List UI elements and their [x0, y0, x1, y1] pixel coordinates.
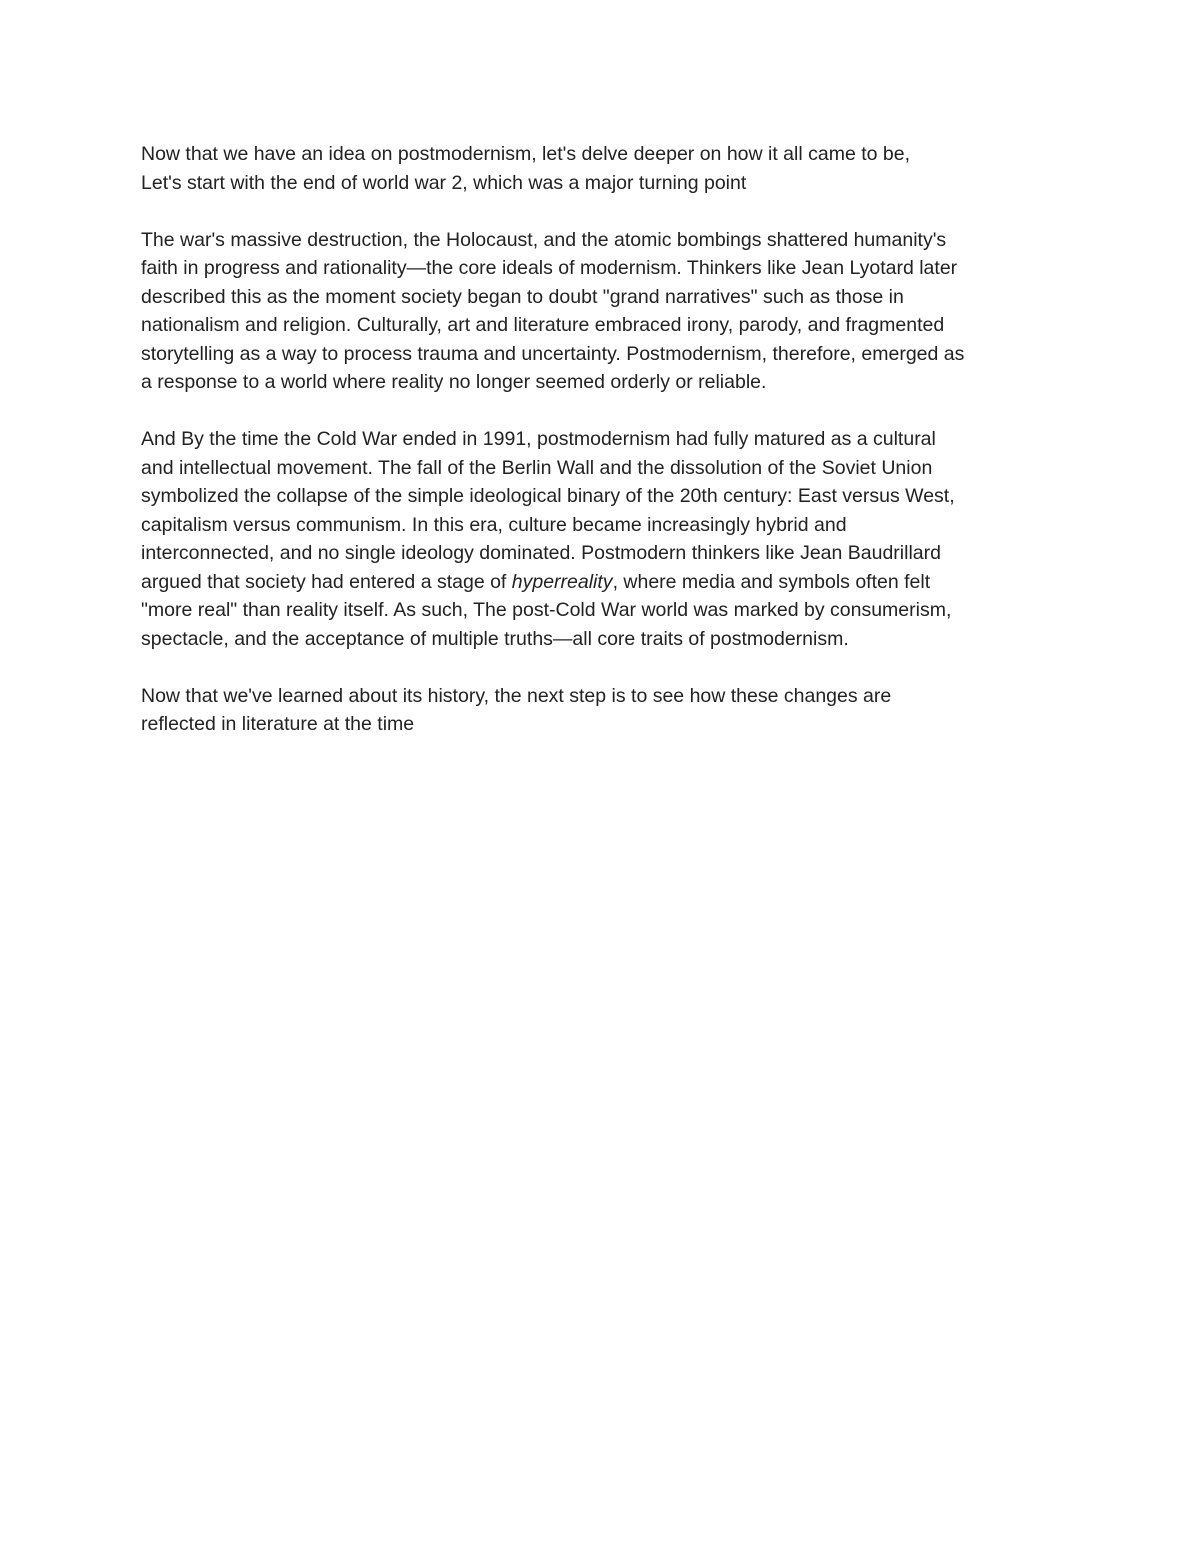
text-segment: , where media and symbols often felt [612, 570, 931, 593]
text-line: The war's massive destruction, the Holocaust, and the atomic bombings shattered humanity's [141, 228, 947, 251]
text-line: Let's start with the end of world war 2, which was a major turning point [141, 171, 747, 194]
text-line: reflected in literature at the time [141, 713, 415, 735]
text-line: storytelling as a way to process trauma and uncertainty. Postmodernism, therefore, emerged as [141, 342, 965, 365]
text-line: interconnected, and no single ideology dominated. Postmodern thinkers like Jean Baudrillard [141, 542, 941, 564]
text-line: And By the time the Cold War ended in 1991, postmodernism had fully matured as a cultural [141, 428, 936, 450]
text-line: faith in progress and rationality—the core ideals of modernism. Thinkers like Jean Lyotard later [141, 257, 958, 279]
text-line-with-italic [141, 568, 1071, 597]
text-line: "more real" than reality itself. As such, The post-Cold War world was marked by consumerism, [141, 599, 952, 621]
text-line: Now that we have an idea on postmodernism, let's delve deeper on how it all came to be, [141, 143, 910, 165]
text-line: and intellectual movement. The fall of the Berlin Wall and the dissolution of the Soviet Union [141, 456, 933, 479]
text-line: described this as the moment society began to doubt "grand narratives" such as those in [141, 285, 904, 308]
paragraph-world-war-2 [141, 226, 1071, 397]
italic-term-hyperreality: hyperreality [511, 570, 613, 593]
text-line: Now that we've learned about its history, the next step is to see how these changes are [141, 684, 892, 707]
text-line: symbolized the collapse of the simple ideological binary of the 20th century: East versus West, [141, 485, 955, 507]
text-segment: argued that society had entered a stage of [141, 570, 512, 593]
paragraph-intro [141, 140, 1071, 197]
text-line: nationalism and religion. Culturally, art and literature embraced irony, parody, and fragmented [141, 314, 945, 336]
text-line: capitalism versus communism. In this era, culture became increasingly hybrid and [141, 513, 847, 536]
document-body [141, 140, 1071, 767]
text-line: a response to a world where reality no longer seemed orderly or reliable. [141, 371, 767, 393]
text-line: spectacle, and the acceptance of multiple truths—all core traits of postmodernism. [141, 627, 849, 650]
paragraph-conclusion [141, 682, 1071, 739]
paragraph-cold-war [141, 425, 1071, 653]
